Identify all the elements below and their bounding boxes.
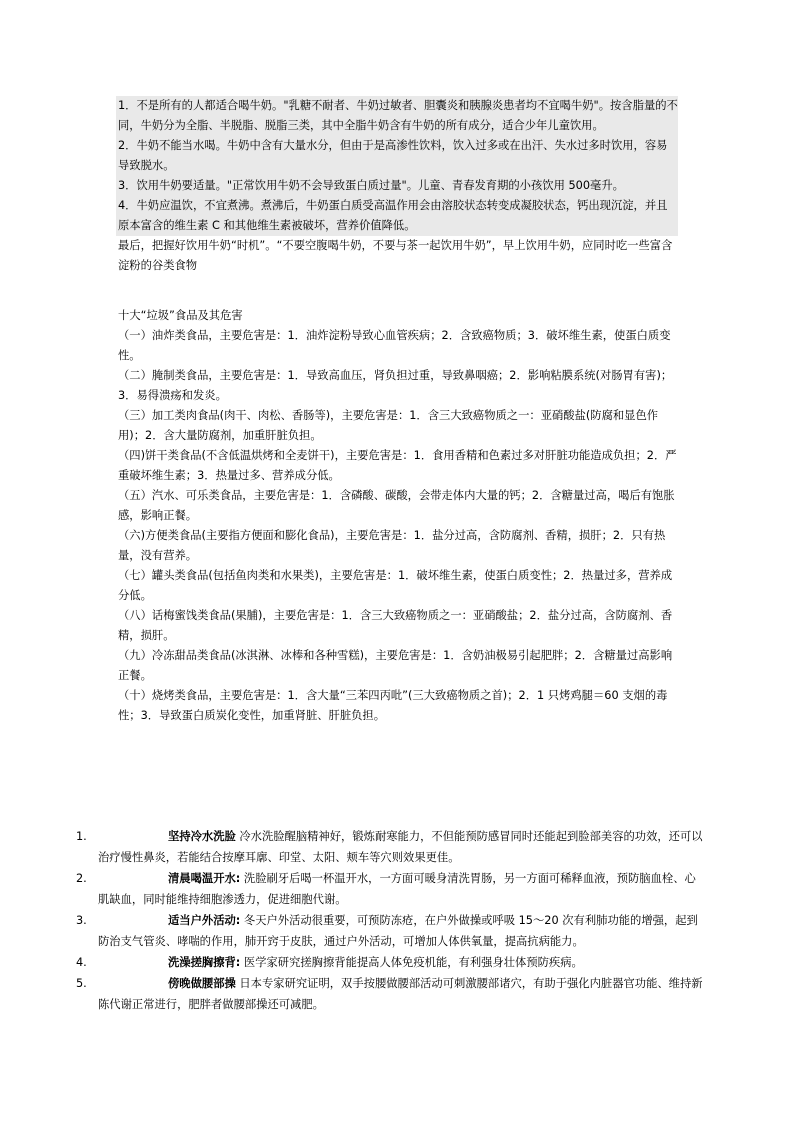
milk-tip-1: 1．不是所有的人都适合喝牛奶。"乳糖不耐者、牛奶过敏者、胆囊炎和胰腺炎患者均不宜喝牛奶"。按含脂量的不同，牛奶分为全脂、半脱脂、脱脂三类，其中全脂牛奶含有牛奶的所有成分，适合少年儿童饮用。 — [118, 99, 678, 132]
tip-body — [98, 973, 706, 1015]
tip-item — [76, 952, 706, 973]
milk-tip-2: 2．牛奶不能当水喝。牛奶中含有大量水分，但由于是高渗性饮料，饮入过多或在出汗、失水过多时饮用，容易导致脱水。 — [118, 139, 668, 172]
milk-tip-3: 3．饮用牛奶要适量。"正常饮用牛奶不会导致蛋白质过量"。儿童、青春发育期的小孩饮用 500毫升。 — [118, 179, 624, 192]
junk-food-item: （八）话梅蜜饯类食品(果脯)，主要危害是：1．含三大致癌物质之一：亚硝酸盐；2．盐分过高，含防腐剂、香精，损肝。 — [118, 609, 673, 642]
tip-item — [76, 910, 706, 952]
junk-food-item: （九）冷冻甜品类食品(冰淇淋、冰棒和各种雪糕)，主要危害是：1．含奶油极易引起肥胖；2．含糖量过高影响正餐。 — [118, 649, 673, 682]
tip-text: 医学家研究搓胸擦背能提高人体免疫机能，有利强身壮体预防疾病。 — [240, 956, 583, 969]
tip-keyword: 洗澡搓胸擦背: — [168, 956, 241, 969]
tip-keyword: 坚持冷水洗脸 — [168, 830, 236, 843]
tip-number: 3. — [76, 914, 87, 927]
tip-item — [76, 973, 706, 1015]
tip-item — [76, 868, 706, 910]
tip-item — [76, 826, 706, 868]
tip-body — [98, 910, 706, 952]
milk-closing: 最后，把握好饮用牛奶“时机”。“不要空腹喝牛奶，不要与茶一起饮用牛奶”，早上饮用牛奶，应同时吃一些富含淀粉的谷类食物 — [118, 239, 673, 272]
junk-food-section — [116, 306, 678, 726]
tip-number: 5. — [76, 977, 87, 990]
tip-text: 冬天户外活动很重要，可预防冻疮，在户外做操或呼吸 15～20 次有利肺功能的增强，起到防治支气管炎、哮喘的作用，肺开窍于皮肤，通过户外活动，可增加人体供氧量，提高抗病能力。 — [98, 914, 698, 948]
junk-food-item: （四)饼干类食品(不含低温烘烤和全麦饼干)，主要危害是：1．食用香精和色素过多对肝脏功能造成负担；2．严重破坏维生素；3．热量过多、营养成分低。 — [118, 449, 677, 482]
tip-keyword: 清晨喝温开水: — [168, 872, 241, 885]
junk-food-title: 十大“垃圾”食品及其危害 — [118, 309, 243, 322]
junk-food-item: （六)方便类食品(主要指方便面和膨化食品)，主要危害是：1．盐分过高，含防腐剂、香精，损肝；2．只有热量，没有营养。 — [118, 529, 666, 562]
junk-food-item: （三）加工类肉食品(肉干、肉松、香肠等)，主要危害是：1．含三大致癌物质之一：亚硝酸盐(防腐和显色作用)；2．含大量防腐剂，加重肝脏负担。 — [118, 409, 659, 442]
tip-number: 2. — [76, 872, 87, 885]
tip-keyword: 适当户外活动: — [168, 914, 241, 927]
junk-food-item: （十）烧烤类食品，主要危害是：1．含大量“三苯四丙吡”(三大致癌物质之首)；2．1 只烤鸡腿＝60 支烟的毒性；3．导致蛋白质炭化变性，加重肾脏、肝脏负担。 — [118, 689, 668, 722]
milk-tips-highlight — [116, 96, 678, 236]
tip-number: 4. — [76, 956, 87, 969]
milk-section — [116, 96, 678, 276]
tip-body — [98, 952, 706, 973]
junk-food-item: （一）油炸类食品，主要危害是：1．油炸淀粉导致心血管疾病；2．含致癌物质；3．破坏维生素，使蛋白质变性。 — [118, 329, 671, 362]
tip-text: 日本专家研究证明，双手按腰做腰部活动可刺激腰部诸穴，有助于强化内脏器官功能、维持新陈代谢正常进行，肥胖者做腰部操还可减肥。 — [98, 977, 703, 1011]
winter-health-tips — [76, 826, 706, 1015]
junk-food-item: （七）罐头类食品(包括鱼肉类和水果类)，主要危害是：1．破坏维生素，使蛋白质变性；2．热量过多，营养成分低。 — [118, 569, 673, 602]
tip-body — [98, 868, 706, 910]
junk-food-item: （二）腌制类食品，主要危害是：1．导致高血压，肾负担过重，导致鼻咽癌；2．影响粘膜系统(对肠胃有害)；3．易得溃疡和发炎。 — [118, 369, 673, 402]
milk-tip-4: 4．牛奶应温饮，不宜煮沸。煮沸后，牛奶蛋白质受高温作用会由溶胶状态转变成凝胶状态，钙出现沉淀，并且原本富含的维生素 C 和其他维生素被破坏，营养价值降低。 — [118, 199, 668, 232]
tip-number: 1. — [76, 830, 87, 843]
tip-body — [98, 826, 706, 868]
junk-food-item: （五）汽水、可乐类食品，主要危害是：1．含磷酸、碳酸，会带走体内大量的钙；2．含糖量过高，喝后有饱胀感，影响正餐。 — [118, 489, 675, 522]
tip-text: 冷水洗脸醒脑精神好，锻炼耐寒能力，不但能预防感冒同时还能起到脸部美容的功效，还可以治疗慢性鼻炎，若能结合按摩耳廓、印堂、太阳、颊车等穴则效果更佳。 — [98, 830, 703, 864]
tip-text: 洗脸刷牙后喝一杯温开水，一方面可暖身清洗胃肠，另一方面可稀释血液，预防脑血栓、心肌缺血，同时能维持细胞渗透力，促进细胞代谢。 — [98, 872, 696, 906]
tip-keyword: 傍晚做腰部操 — [168, 977, 236, 990]
